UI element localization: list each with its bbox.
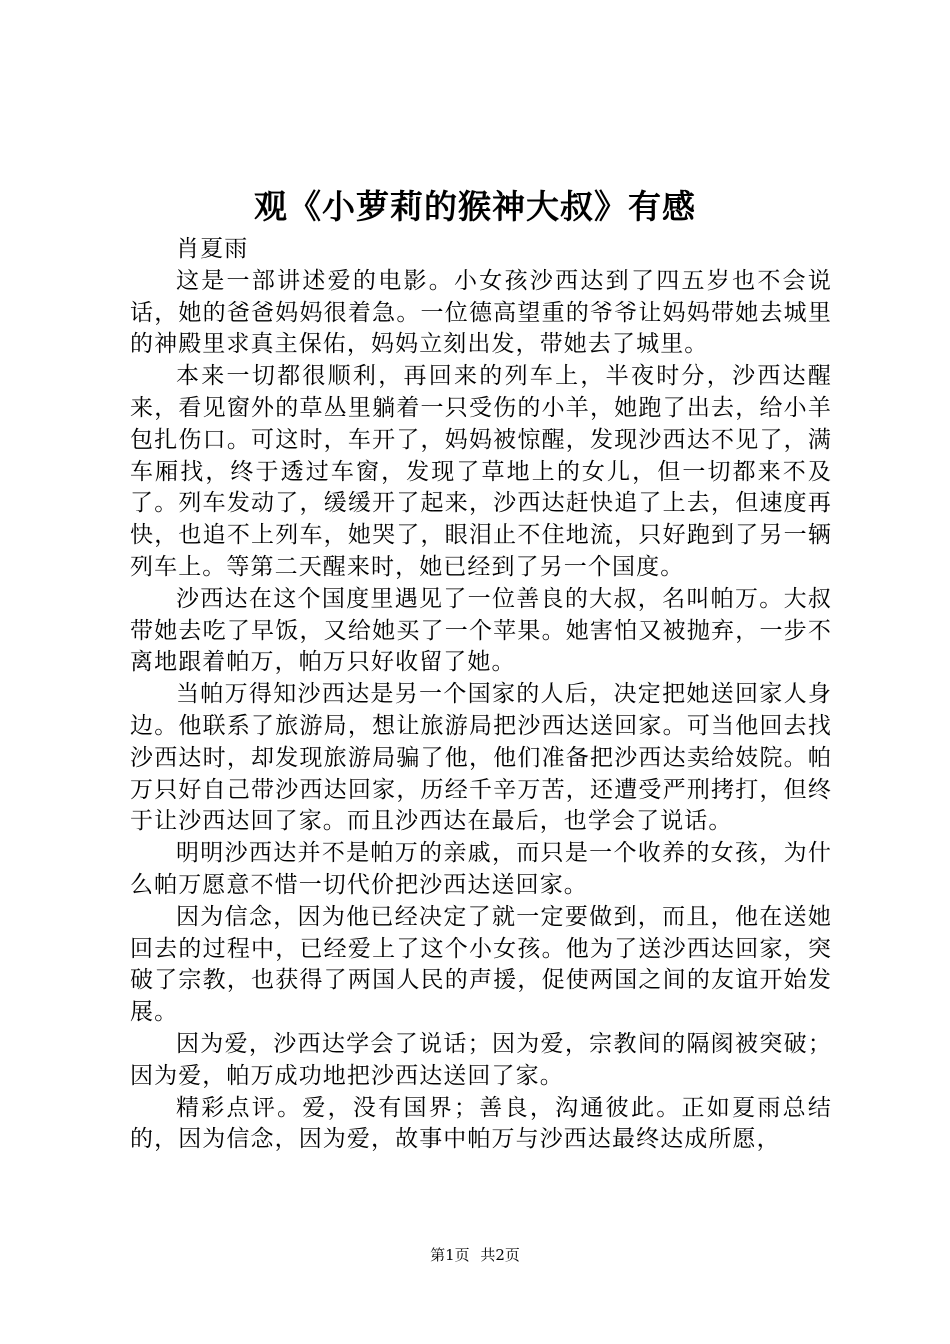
page-footer — [0, 1243, 950, 1267]
paragraph: 明明沙西达并不是帕万的亲戚，而只是一个收养的女孩，为什么帕万愿意不惜一切代价把沙西达送回家。 — [130, 840, 832, 898]
paragraph: 精彩点评。爱，没有国界；善良，沟通彼此。正如夏雨总结的，因为信念，因为爱，故事中帕万与沙西达最终达成所愿， — [130, 1094, 832, 1153]
page-number-total: 共2页 — [480, 1246, 520, 1264]
page-number-current: 第1页 — [430, 1246, 470, 1264]
author-line: 肖夏雨 — [176, 236, 249, 262]
paragraph: 沙西达在这个国度里遇见了一位善良的大叔，名叫帕万。大叔带她去吃了早饭，又给她买了一个苹果。她害怕又被抛弃，一步不离地跟着帕万，帕万只好收留了她。 — [130, 585, 832, 676]
paragraph: 因为信念，因为他已经决定了就一定要做到，而且，他在送她回去的过程中，已经爱上了这个小女孩。他为了送沙西达回家，突破了宗教，也获得了两国人民的声援，促使两国之间的友谊开始发展。 — [130, 903, 832, 1026]
document-body — [130, 234, 832, 1156]
paragraph: 当帕万得知沙西达是另一个国家的人后，决定把她送回家人身边。他联系了旅游局，想让旅游局把沙西达送回家。可当他回去找沙西达时，却发现旅游局骗了他，他们准备把沙西达卖给妓院。帕万只好自己带沙西达回家，历经千辛万苦，还遭受严刑拷打，但终于让沙西达回了家。而且沙西达在最后，也学会了说话。 — [130, 681, 832, 835]
paragraph: 因为爱，沙西达学会了说话；因为爱，宗教间的隔阂被突破；因为爱，帕万成功地把沙西达送回了家。 — [130, 1030, 832, 1089]
paragraph: 本来一切都很顺利，再回来的列车上，半夜时分，沙西达醒来，看见窗外的草丛里躺着一只受伤的小羊，她跑了出去，给小羊包扎伤口。可这时，车开了，妈妈被惊醒，发现沙西达不见了，满车厢找，终于透过车窗，发现了草地上的女儿，但一切都来不及了。列车发动了，缓缓开了起来，沙西达赶快追了上去，但速度再快，也追不上列车，她哭了，眼泪止不住地流，只好跑到了另一辆列车上。等第二天醒来时，她已经到了另一个国度。 — [130, 363, 832, 580]
document-title: 观《小萝莉的猴神大叔》有感 — [254, 187, 696, 226]
paragraph: 这是一部讲述爱的电影。小女孩沙西达到了四五岁也不会说话，她的爸爸妈妈很着急。一位德高望重的爷爷让妈妈带她去城里的神殿里求真主保佑，妈妈立刻出发，带她去了城里。 — [130, 267, 832, 358]
